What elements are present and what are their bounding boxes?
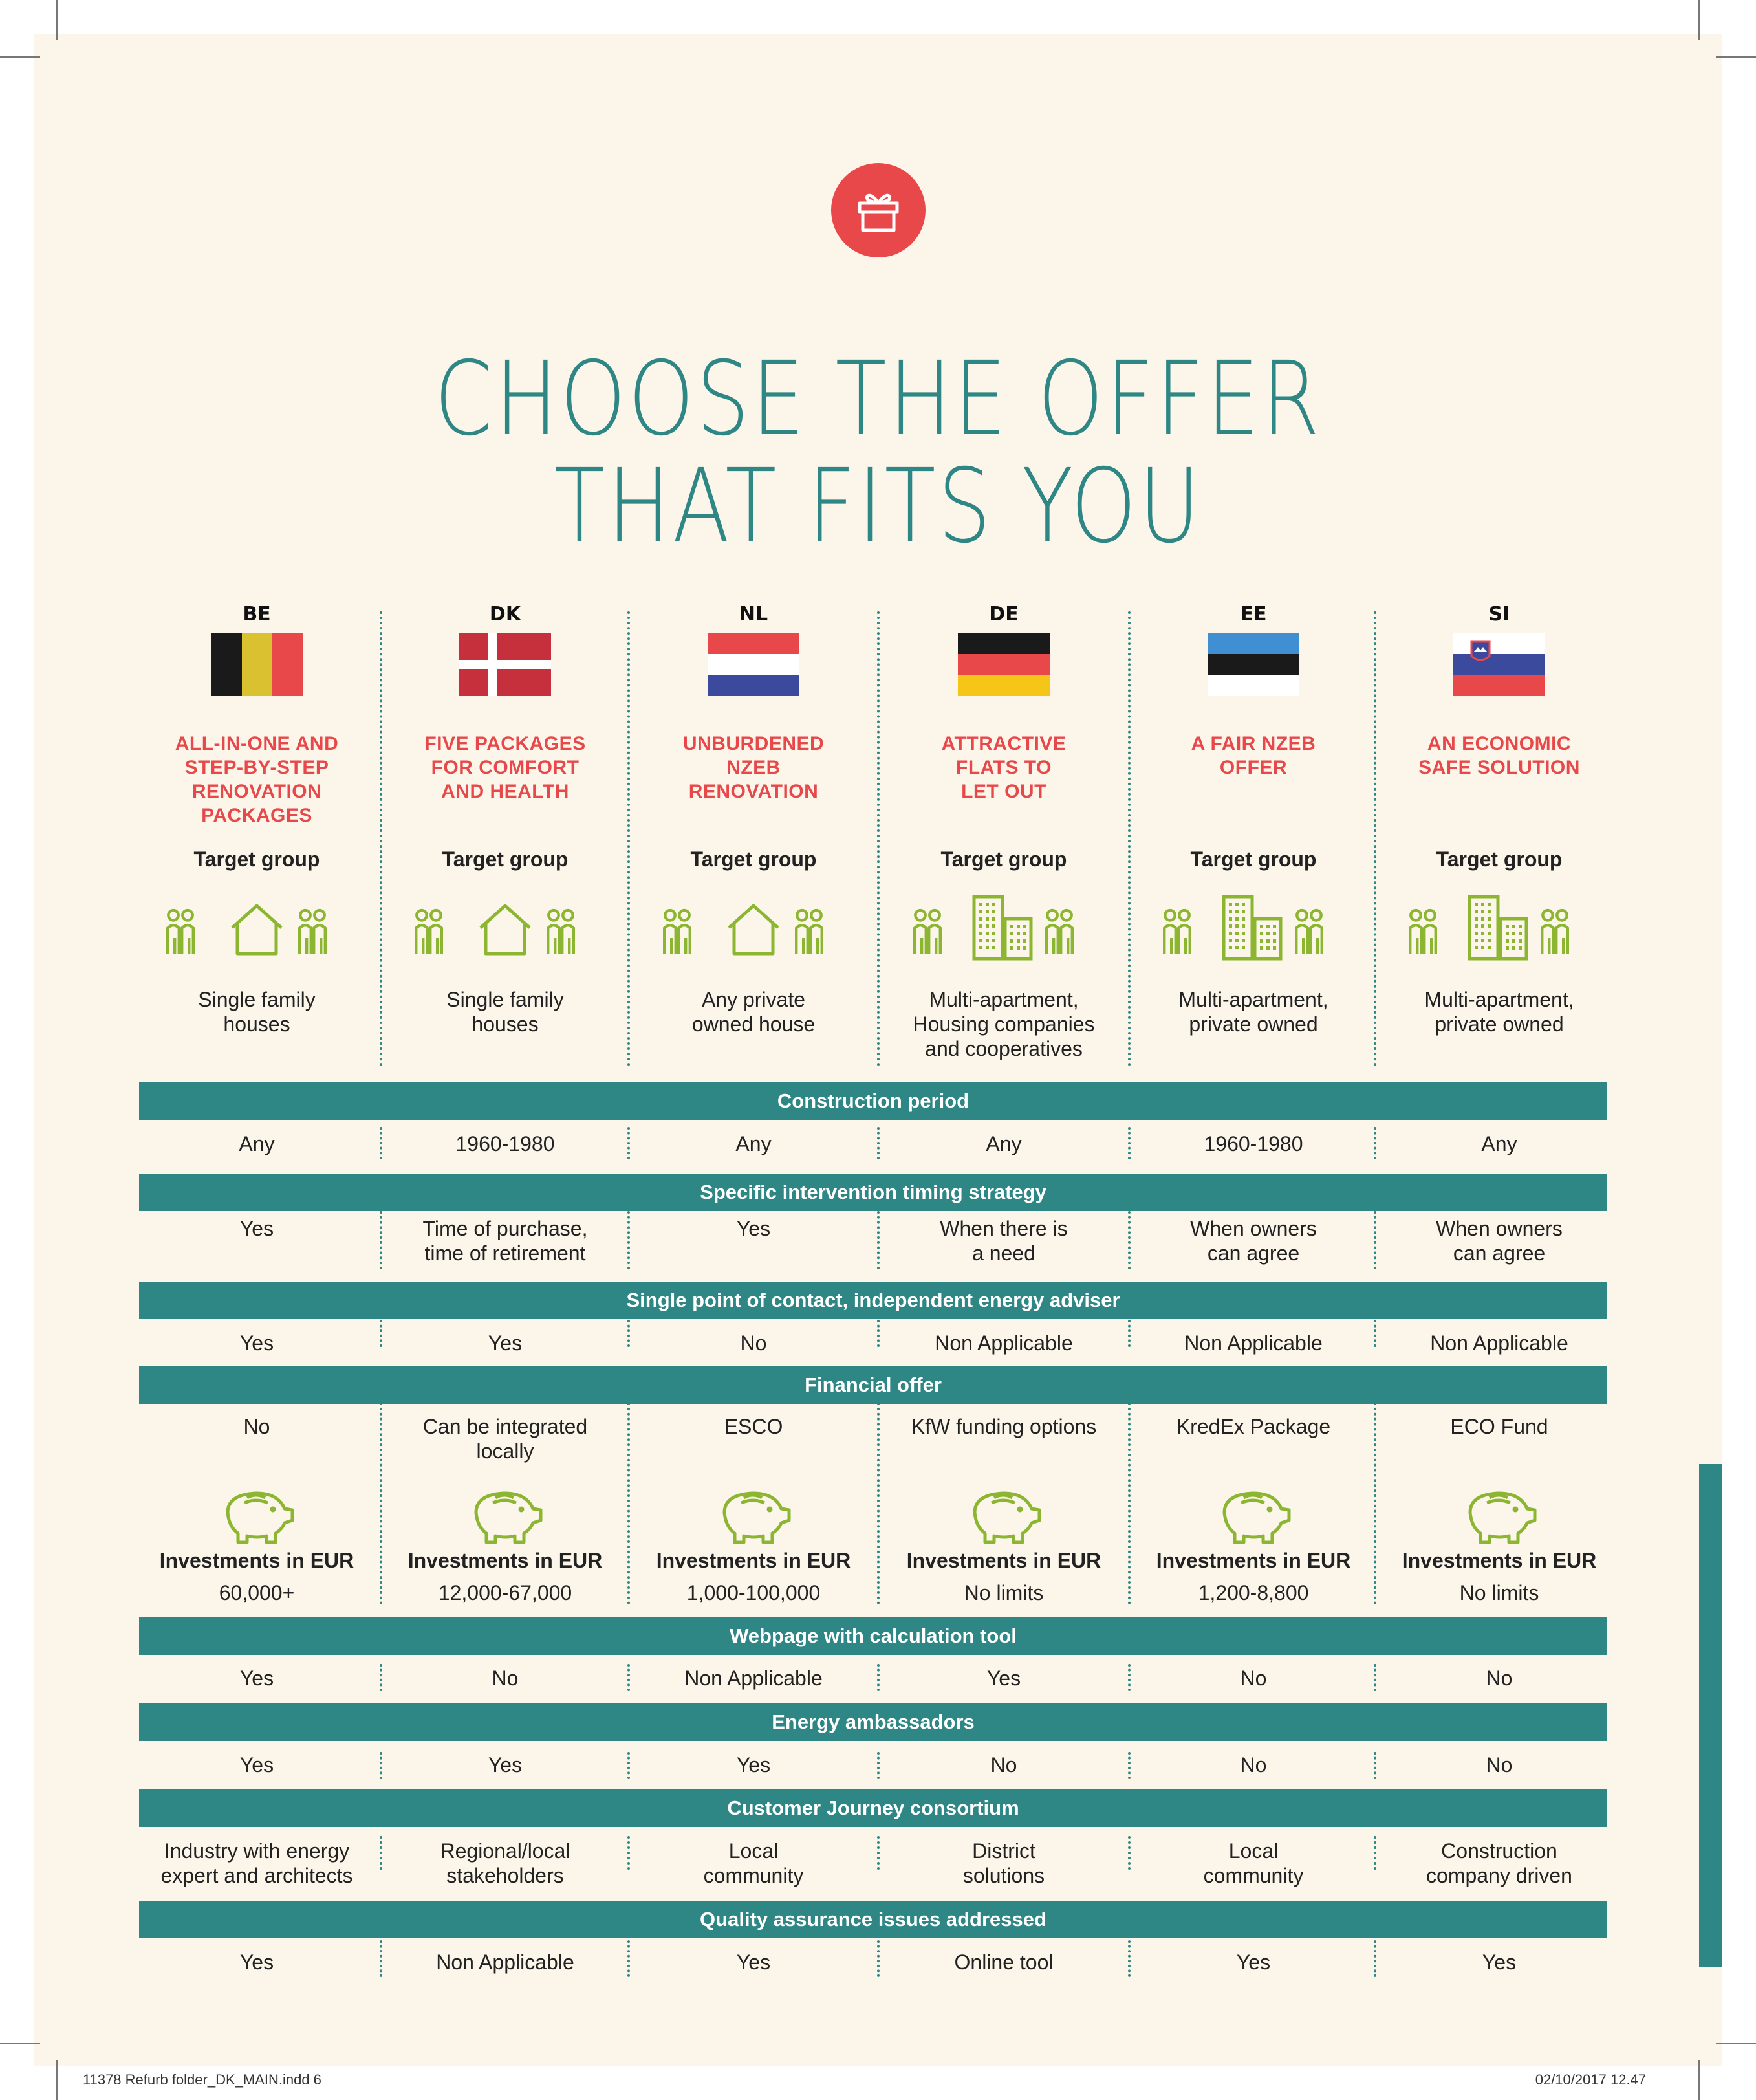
text-line: private owned	[1435, 1012, 1564, 1036]
investments-label: Investments in EUR	[1402, 1549, 1597, 1572]
offer-title	[137, 732, 376, 827]
timing-value	[1134, 1216, 1373, 1265]
text-line: No	[243, 1415, 270, 1438]
column-divider	[627, 1664, 630, 1691]
target-group-description	[884, 987, 1123, 1061]
consortium-value	[1134, 1839, 1373, 1888]
country-code: BE	[243, 603, 271, 626]
ambassadors-value: No	[1486, 1753, 1513, 1777]
column-divider	[877, 1836, 880, 1870]
column-divider	[1128, 1127, 1131, 1159]
column-divider	[1128, 611, 1131, 1066]
consortium-value	[1380, 1839, 1619, 1888]
contact-value: Yes	[239, 1331, 274, 1355]
text-line: District	[972, 1839, 1035, 1863]
country-code: SI	[1488, 603, 1510, 626]
crop-mark	[1716, 2043, 1756, 2044]
text-line: Yes	[239, 1217, 274, 1240]
webpage-value: No	[1240, 1667, 1267, 1690]
text-line: Regional/local	[440, 1839, 570, 1863]
flag-nl-icon	[708, 633, 799, 696]
timing-value	[634, 1216, 873, 1241]
construction-value: Any	[735, 1132, 772, 1155]
country-code: NL	[739, 603, 768, 626]
contact-value: Yes	[488, 1331, 523, 1355]
column-divider	[380, 611, 382, 1066]
column-divider	[877, 1664, 880, 1691]
construction-value: 1960-1980	[1204, 1132, 1303, 1155]
text-line: can agree	[1453, 1241, 1546, 1265]
column-divider	[1128, 1320, 1131, 1347]
text-line: OFFER	[1219, 757, 1288, 778]
text-line: ATTRACTIVE	[941, 733, 1067, 754]
consortium-value	[884, 1839, 1123, 1888]
timing-value	[385, 1216, 625, 1265]
text-line: Housing companies	[913, 1012, 1095, 1036]
footer-file-name: 11378 Refurb folder_DK_MAIN.indd 6	[83, 2072, 321, 2088]
column-divider	[877, 1752, 880, 1779]
webpage-value: Yes	[239, 1667, 274, 1690]
text-line: A FAIR NZEB	[1191, 733, 1316, 754]
consortium-value	[634, 1839, 873, 1888]
webpage-value: No	[492, 1667, 519, 1690]
column-divider	[1374, 1211, 1376, 1269]
section-header-ambassadors: Energy ambassadors	[139, 1703, 1607, 1741]
text-line: AN ECONOMIC	[1427, 733, 1572, 754]
column-divider	[877, 611, 880, 1066]
piggy-bank-icon	[463, 1483, 547, 1545]
construction-value: Any	[239, 1132, 275, 1155]
column-divider	[1128, 1836, 1131, 1870]
timing-value	[1380, 1216, 1619, 1265]
column-divider	[1128, 1211, 1131, 1269]
flag-si-icon	[1453, 633, 1545, 696]
text-line: Multi-apartment,	[929, 988, 1079, 1011]
investments-value: 1,200-8,800	[1198, 1581, 1309, 1604]
target-group-label: Target group	[193, 848, 320, 871]
column-divider	[1374, 1836, 1376, 1870]
column-divider	[627, 1320, 630, 1347]
flag-be-icon	[211, 633, 303, 696]
text-line: locally	[476, 1439, 534, 1463]
crop-mark	[0, 56, 40, 58]
quality-value: Yes	[1482, 1951, 1517, 1974]
column-divider	[380, 1320, 382, 1347]
quality-value: Yes	[1236, 1951, 1271, 1974]
text-line: Single family	[446, 988, 564, 1011]
text-line: community	[1203, 1864, 1304, 1887]
quality-value: Non Applicable	[436, 1951, 574, 1974]
column-divider	[627, 1211, 630, 1269]
crop-mark	[1716, 56, 1756, 58]
quality-value: Yes	[736, 1951, 771, 1974]
text-line: Time of purchase,	[422, 1217, 588, 1240]
text-line: private owned	[1189, 1012, 1318, 1036]
quality-value: Online tool	[954, 1951, 1054, 1974]
webpage-value: No	[1486, 1667, 1513, 1690]
investments-label: Investments in EUR	[159, 1549, 354, 1572]
investments-label: Investments in EUR	[1156, 1549, 1351, 1572]
target-group-description	[1134, 987, 1373, 1036]
section-header-consortium: Customer Journey consortium	[139, 1789, 1607, 1827]
consortium-value	[385, 1839, 625, 1888]
investments-value: 60,000+	[219, 1581, 295, 1604]
column-divider	[380, 1752, 382, 1779]
contact-value: Non Applicable	[935, 1331, 1073, 1355]
target-group-description	[385, 987, 625, 1036]
investments-value: 1,000-100,000	[686, 1581, 821, 1604]
piggy-bank-icon	[1211, 1483, 1295, 1545]
text-line: AND HEALTH	[441, 781, 569, 802]
column-divider	[380, 1836, 382, 1870]
text-line: RENOVATION	[688, 781, 819, 802]
target-group-icon	[160, 894, 399, 978]
crop-mark	[1698, 0, 1700, 40]
target-group-icon	[408, 894, 647, 978]
target-group-label: Target group	[442, 848, 569, 871]
column-divider	[1374, 1320, 1376, 1347]
country-code: DK	[489, 603, 521, 626]
text-line: can agree	[1207, 1241, 1300, 1265]
text-line: SAFE SOLUTION	[1418, 757, 1580, 778]
text-line: Any private	[701, 988, 806, 1011]
flag-ee-icon	[1208, 633, 1299, 696]
text-line: Multi-apartment,	[1178, 988, 1328, 1011]
offer-title	[1134, 732, 1373, 780]
text-line: When owners	[1436, 1217, 1563, 1240]
column-divider	[1374, 1127, 1376, 1159]
column-divider	[380, 1664, 382, 1691]
text-line: company driven	[1426, 1864, 1572, 1887]
column-divider	[1128, 1752, 1131, 1779]
crop-mark	[56, 0, 58, 40]
text-line: NZEB	[726, 757, 781, 778]
text-line: community	[703, 1864, 804, 1887]
piggy-bank-icon	[215, 1483, 299, 1545]
section-header-quality: Quality assurance issues addressed	[139, 1901, 1607, 1938]
text-line: Single family	[198, 988, 316, 1011]
financial-value	[884, 1414, 1123, 1439]
text-line: PACKAGES	[201, 805, 312, 826]
financial-value	[1134, 1414, 1373, 1439]
text-line: stakeholders	[446, 1864, 564, 1887]
construction-value: Any	[986, 1132, 1022, 1155]
country-code: EE	[1240, 603, 1267, 626]
target-group-label: Target group	[940, 848, 1067, 871]
page-title-line1: CHOOSE THE OFFER	[434, 340, 1322, 459]
financial-value	[1380, 1414, 1619, 1439]
column-divider	[1374, 1664, 1376, 1691]
column-divider	[1374, 1752, 1376, 1779]
column-divider	[380, 1211, 382, 1269]
column-divider	[877, 1211, 880, 1269]
flag-dk-icon	[459, 633, 551, 696]
investments-label: Investments in EUR	[656, 1549, 851, 1572]
offer-title	[1380, 732, 1619, 780]
investments-label: Investments in EUR	[906, 1549, 1101, 1572]
column-divider	[877, 1403, 880, 1604]
text-line: a need	[972, 1241, 1035, 1265]
text-line: ALL-IN-ONE AND	[175, 733, 339, 754]
offer-title	[884, 732, 1123, 804]
column-divider	[1374, 611, 1376, 1066]
section-header-construction: Construction period	[139, 1082, 1607, 1120]
text-line: STEP-BY-STEP	[184, 757, 329, 778]
column-divider	[1128, 1403, 1131, 1604]
text-line: expert and architects	[160, 1864, 353, 1887]
investments-value: No limits	[964, 1581, 1044, 1604]
text-line: ESCO	[724, 1415, 783, 1438]
footer-date-time: 02/10/2017 12.47	[1535, 2072, 1646, 2088]
text-line: KredEx Package	[1176, 1415, 1331, 1438]
construction-value: Any	[1481, 1132, 1517, 1155]
gift-icon	[831, 163, 926, 257]
text-line: Multi-apartment,	[1424, 988, 1574, 1011]
section-header-financial: Financial offer	[139, 1366, 1607, 1404]
target-group-icon	[1402, 894, 1642, 978]
crop-mark	[0, 2043, 40, 2044]
timing-value	[884, 1216, 1123, 1265]
crop-mark	[1698, 2060, 1700, 2100]
text-line: time of retirement	[424, 1241, 586, 1265]
side-accent-bar	[1699, 1464, 1722, 1967]
column-divider	[627, 1127, 630, 1159]
flag-de-icon	[958, 633, 1050, 696]
text-line: Local	[1228, 1839, 1279, 1863]
target-group-description	[1380, 987, 1619, 1036]
piggy-bank-icon	[962, 1483, 1046, 1545]
webpage-value: Non Applicable	[684, 1667, 823, 1690]
text-line: houses	[472, 1012, 539, 1036]
construction-value: 1960-1980	[455, 1132, 555, 1155]
text-line: Construction	[1441, 1839, 1557, 1863]
section-header-webpage: Webpage with calculation tool	[139, 1617, 1607, 1655]
webpage-value: Yes	[986, 1667, 1021, 1690]
piggy-bank-icon	[1457, 1483, 1541, 1545]
ambassadors-value: Yes	[488, 1753, 523, 1777]
country-code: DE	[989, 603, 1019, 626]
contact-value: Non Applicable	[1184, 1331, 1323, 1355]
target-group-icon	[907, 894, 1146, 978]
column-divider	[877, 1127, 880, 1159]
column-divider	[627, 1752, 630, 1779]
financial-value	[385, 1414, 625, 1463]
timing-value	[137, 1216, 376, 1241]
column-divider	[380, 1403, 382, 1604]
text-line: Local	[728, 1839, 779, 1863]
piggy-bank-icon	[711, 1483, 796, 1545]
text-line: RENOVATION	[191, 781, 322, 802]
investments-value: 12,000-67,000	[438, 1581, 572, 1604]
contact-value: Non Applicable	[1430, 1331, 1568, 1355]
text-line: ECO Fund	[1450, 1415, 1548, 1438]
target-group-label: Target group	[1436, 848, 1563, 871]
text-line: owned house	[691, 1012, 816, 1036]
target-group-icon	[656, 894, 896, 978]
text-line: KfW funding options	[911, 1415, 1097, 1438]
financial-value	[137, 1414, 376, 1439]
consortium-value	[137, 1839, 376, 1888]
column-divider	[627, 611, 630, 1066]
text-line: LET OUT	[961, 781, 1046, 802]
investments-label: Investments in EUR	[407, 1549, 603, 1572]
ambassadors-value: No	[990, 1753, 1017, 1777]
investments-value: No limits	[1459, 1581, 1539, 1604]
section-header-timing: Specific intervention timing strategy	[139, 1174, 1607, 1211]
text-line: houses	[223, 1012, 290, 1036]
column-divider	[627, 1836, 630, 1870]
ambassadors-value: No	[1240, 1753, 1267, 1777]
ambassadors-value: Yes	[239, 1753, 274, 1777]
target-group-icon	[1156, 894, 1396, 978]
text-line: FOR COMFORT	[431, 757, 580, 778]
column-divider	[1374, 1403, 1376, 1604]
target-group-label: Target group	[690, 848, 817, 871]
text-line: solutions	[962, 1864, 1045, 1887]
ambassadors-value: Yes	[736, 1753, 771, 1777]
text-line: FLATS TO	[956, 757, 1052, 778]
contact-value: No	[740, 1331, 767, 1355]
text-line: UNBURDENED	[682, 733, 825, 754]
page-title-line2: THAT FITS YOU	[554, 447, 1202, 566]
financial-value	[634, 1414, 873, 1439]
offer-title	[634, 732, 873, 804]
text-line: When there is	[940, 1217, 1068, 1240]
text-line: FIVE PACKAGES	[424, 733, 586, 754]
column-divider	[380, 1127, 382, 1159]
offer-title	[385, 732, 625, 804]
column-divider	[1128, 1664, 1131, 1691]
target-group-description	[137, 987, 376, 1036]
text-line: Can be integrated	[422, 1415, 588, 1438]
column-divider	[877, 1320, 880, 1347]
crop-mark	[56, 2060, 58, 2100]
text-line: Yes	[736, 1217, 771, 1240]
quality-value: Yes	[239, 1951, 274, 1974]
target-group-description	[634, 987, 873, 1036]
text-line: Industry with energy	[164, 1839, 350, 1863]
target-group-label: Target group	[1190, 848, 1317, 871]
section-header-contact: Single point of contact, independent energy adviser	[139, 1282, 1607, 1319]
column-divider	[627, 1403, 630, 1604]
text-line: When owners	[1190, 1217, 1317, 1240]
text-line: and cooperatives	[925, 1037, 1083, 1060]
